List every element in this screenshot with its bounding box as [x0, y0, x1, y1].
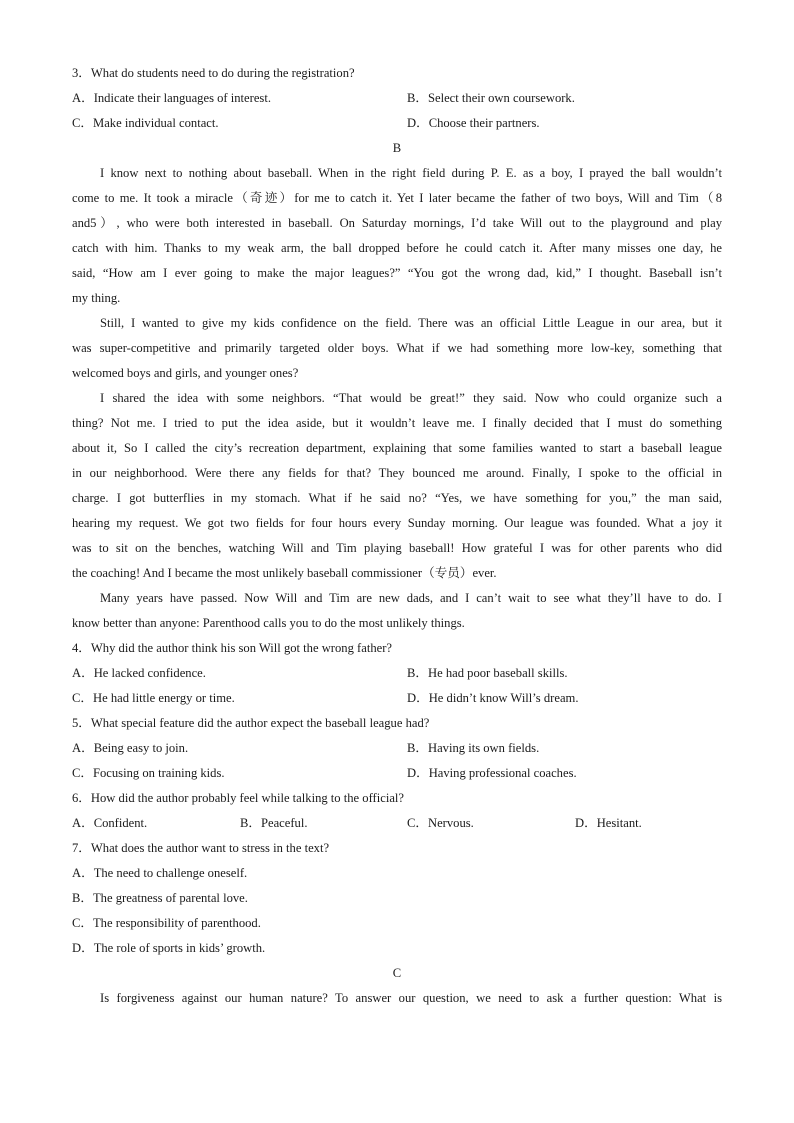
question-7-option-d: D．The role of sports in kids’ growth. — [72, 941, 266, 955]
question-3-stem: 3．What do students need to do during the registration? — [72, 66, 355, 80]
passage-b-line: said, “How am I ever going to make the major leagues?” “You got the wrong dad, kid,” I thought. Baseball isn’t — [72, 266, 722, 280]
passage-b-line: I know next to nothing about baseball. When in the right field during P. E. as a boy, I prayed the ball wouldn’t — [100, 166, 722, 180]
question-4-option-b: B．He had poor baseball skills. — [407, 666, 568, 680]
passage-b-line: Still, I wanted to give my kids confidence on the field. There was an official Little League in our area, but it — [100, 316, 722, 330]
question-5-option-c: C．Focusing on training kids. — [72, 766, 225, 780]
question-4-option-a: A．He lacked confidence. — [72, 666, 206, 680]
passage-b-line: know better than anyone: Parenthood calls you to do the most unlikely things. — [72, 616, 465, 630]
passage-b-line: and5）, who were both interested in baseball. On Saturday mornings, I’d take Will out to the playground and play — [72, 216, 722, 230]
question-4-stem: 4．Why did the author think his son Will got the wrong father? — [72, 641, 392, 655]
passage-b-line: hearing my request. We got two fields for four hours every Sunday morning. Our league was founded. What a joy it — [72, 516, 722, 530]
question-6-option-d: D．Hesitant. — [575, 816, 642, 830]
question-5-stem: 5．What special feature did the author expect the baseball league had? — [72, 716, 430, 730]
passage-b-line: charge. I got butterflies in my stomach. What if he said no? “Yes, we have something for you,” the man said, — [72, 491, 722, 505]
question-5-option-d: D．Having professional coaches. — [407, 766, 577, 780]
passage-b-line: about it, So I called the city’s recreation department, explaining that some families wanted to start a baseball league — [72, 441, 722, 455]
question-7-stem: 7．What does the author want to stress in the text? — [72, 841, 330, 855]
question-4-option-d: D．He didn’t know Will’s dream. — [407, 691, 579, 705]
question-5-option-a: A．Being easy to join. — [72, 741, 189, 755]
passage-b-line: in our neighborhood. Were there any fields for that? They bounced me around. Finally, I spoke to the official in — [72, 466, 722, 480]
question-4-option-c: C．He had little energy or time. — [72, 691, 235, 705]
question-6-option-b: B．Peaceful. — [240, 816, 308, 830]
question-6-option-a: A．Confident. — [72, 816, 148, 830]
question-3-option-b: B．Select their own coursework. — [407, 91, 575, 105]
section-c-heading: C — [392, 966, 402, 980]
question-3-option-a: A．Indicate their languages of interest. — [72, 91, 271, 105]
passage-b-line: come to me. It took a miracle（奇迹）for me to catch it. Yet I later became the father of two boys, Will and Tim（8 — [72, 191, 722, 205]
passage-b-line: welcomed boys and girls, and younger ones? — [72, 366, 299, 380]
question-7-option-b: B．The greatness of parental love. — [72, 891, 248, 905]
passage-b-line: my thing. — [72, 291, 121, 305]
passage-b-line: I shared the idea with some neighbors. “That would be great!” they said. Now who could organize such a — [100, 391, 722, 405]
section-b-heading: B — [392, 141, 402, 155]
question-5-option-b: B．Having its own fields. — [407, 741, 540, 755]
passage-b-line: was to sit on the benches, watching Will and Tim playing baseball! How grateful I was for other parents who did — [72, 541, 722, 555]
passage-b-line: was super-competitive and primarily targeted older boys. What if we had something more low-key, something that — [72, 341, 722, 355]
passage-b-line: Many years have passed. Now Will and Tim are new dads, and I can’t wait to see what they’ll have to do. I — [100, 591, 722, 605]
question-6-stem: 6．How did the author probably feel while talking to the official? — [72, 791, 405, 805]
question-6-option-c: C．Nervous. — [407, 816, 474, 830]
passage-b-line: the coaching! And I became the most unlikely baseball commissioner（专员）ever. — [72, 566, 497, 580]
question-3-option-c: C．Make individual contact. — [72, 116, 219, 130]
question-7-option-c: C．The responsibility of parenthood. — [72, 916, 261, 930]
passage-b-line: catch with him. Thanks to my weak arm, the ball dropped before he could catch it. After many misses one day, he — [72, 241, 722, 255]
question-3-option-d: D．Choose their partners. — [407, 116, 540, 130]
passage-b-line: thing? Not me. I tried to put the idea aside, but it wouldn’t leave me. I finally decided that I must do something — [72, 416, 722, 430]
passage-c-line: Is forgiveness against our human nature? To answer our question, we need to ask a further question: What is — [100, 991, 722, 1005]
question-7-option-a: A．The need to challenge oneself. — [72, 866, 248, 880]
